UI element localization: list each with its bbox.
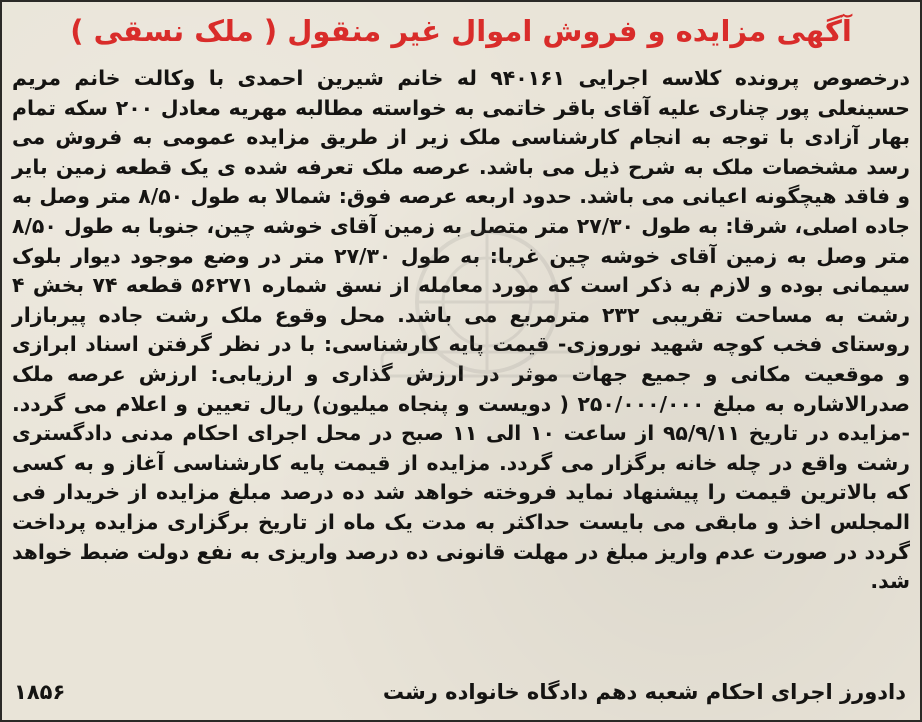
signature-line: دادورز اجرای احکام شعبه دهم دادگاه خانواده رشت xyxy=(382,680,906,704)
notice-title: آگهی مزایده و فروش اموال غیر منقول ( ملک نسقی ) xyxy=(70,14,852,48)
notice-footer xyxy=(14,676,906,708)
notice-body xyxy=(12,64,910,597)
notice-code: ۱۸۵۶ xyxy=(14,680,66,704)
notice-paragraph: درخصوص پرونده کلاسه اجرایی ۹۴۰۱۶۱ له خانم شیرین احمدی با وکالت خانم مریم حسینعلی پور چناری علیه آقای باقر خاتمی به خواسته مطالبه مهریه معادل ۲۰۰ سکه تمام بهار آزادی با توجه به انجام کارشناسی ملک زیر از طریق مزایده عمومی به فروش می رسد مشخصات ملک به شرح ذیل می باشد. عرصه ملک تعرفه شده ی یک قطعه زمین بایر و فاقد هیچگونه اعیانی می باشد. حدود اربعه عرصه فوق: شمالا به طول ۸/۵۰ متر وصل به جاده اصلی، شرقا: به طول ۲۷/۳۰ متر متصل به زمین آقای خوشه چین، جنوبا به طول ۸/۵۰ متر وصل به زمین آقای خوشه چین غربا: به طول ۲۷/۳۰ متر در وضع موجود دیوار بلوک سیمانی بوده و لازم به ذکر است که مورد معامله از نسق شماره ۵۶۲۷۱ قطعه ۷۴ بخش ۴ رشت به مساحت تقریبی ۲۳۲ مترمربع می باشد. محل وقوع ملک رشت جاده پیربازار روستای فخب کوچه شهید نوروزی- قیمت پایه کارشناسی: با در نظر گرفتن اسناد ابرازی و موقعیت مکانی و جمیع جهات موثر در ارزش گذاری و ارزیابی: ارزش عرصه ملک صدرالاشاره به مبلغ ۲۵۰/۰۰۰/۰۰۰ ( دویست و پنجاه میلیون) ریال تعیین و اعلام می گردد. -مزایده در تاریخ ۹۵/۹/۱۱ از ساعت ۱۰ الی ۱۱ صبح در محل اجرای احکام مدنی دادگستری رشت واقع در چله خانه برگزار می گردد. مزایده از قیمت پایه کارشناسی آغاز و به کسی که بالاترین قیمت را پیشنهاد نماید فروخته خواهد شد ده درصد مبلغ مزایده از خریدار فی المجلس اخذ و مابقی می بایست حداکثر به مدت یک ماه از تاریخ برگزاری مزایده پرداخت گردد در صورت عدم واریز مبلغ در مهلت قانونی ده درصد واریزی به نفع دولت ضبط خواهد شد. xyxy=(12,66,911,594)
